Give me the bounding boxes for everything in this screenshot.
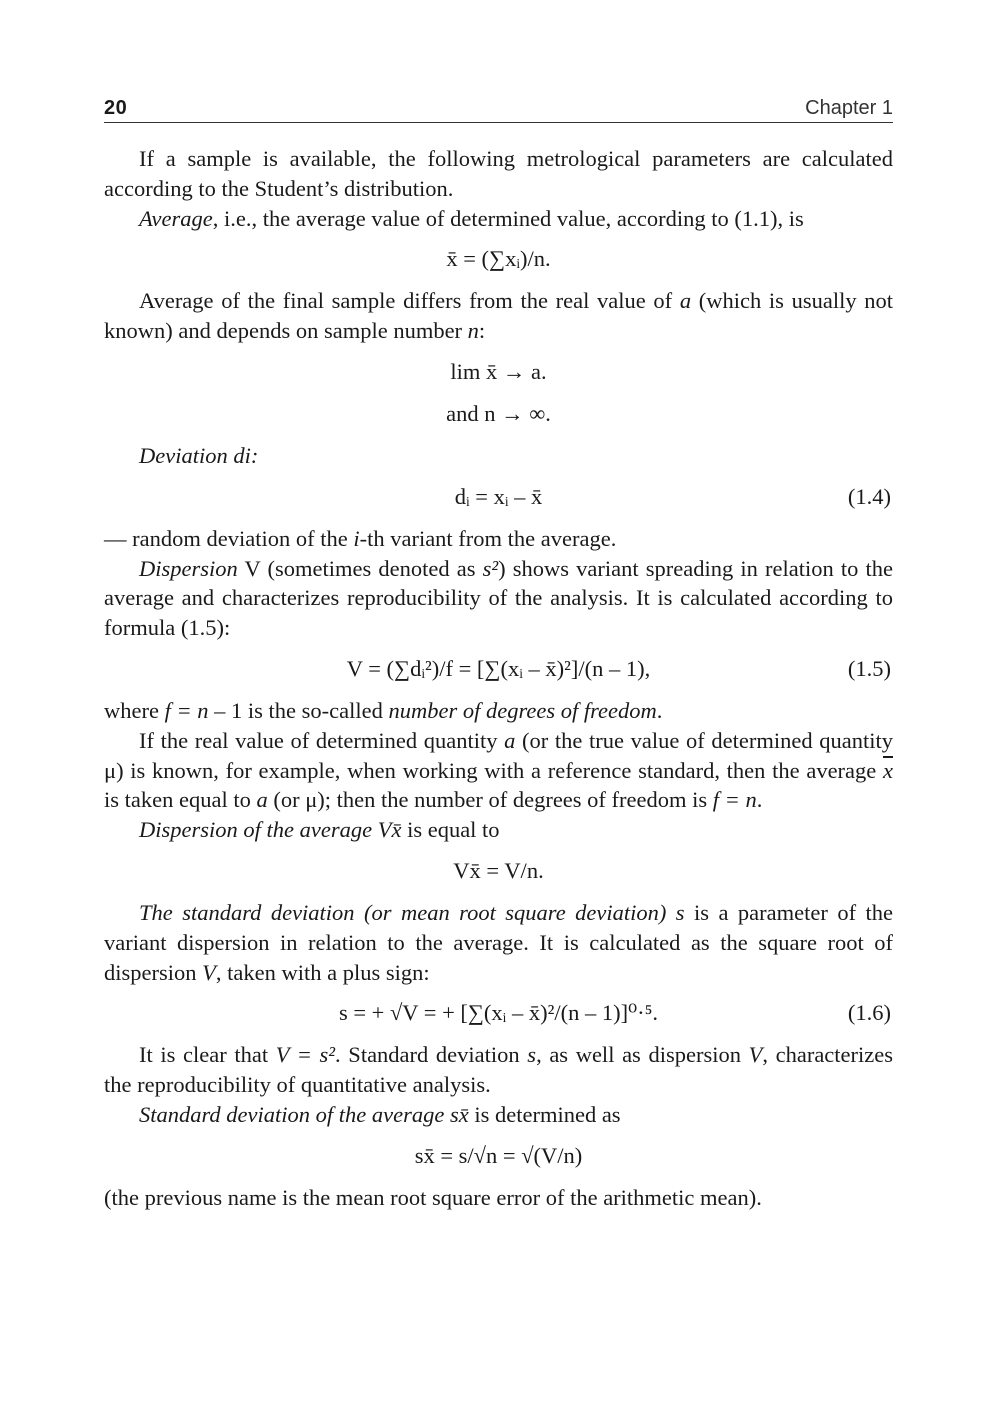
equation-1-6-formula: s = + √V = + [∑(xᵢ – x̄)²/(n – 1)]⁰·⁵. xyxy=(338,1000,659,1026)
equation-number: (1.6) xyxy=(847,1000,891,1026)
page-header xyxy=(104,94,893,123)
equation-1-5-formula: V = (∑dᵢ²)/f = [∑(xᵢ – x̄)²]/(n – 1), xyxy=(346,655,651,681)
paragraph-reproducibility: It is clear that V = s². Standard deviation s, as well as dispersion V, characterizes the reproducibility of quantitative analysis. xyxy=(104,1042,894,1098)
paragraph-degrees-freedom: where f = n – 1 is the so-called number of degrees of freedom. xyxy=(104,697,663,723)
equation-v-average: Vx̄ = V/n. xyxy=(453,857,544,883)
paragraph-random-deviation: — random deviation of the i-th variant from the average. xyxy=(104,525,617,551)
paragraph-average: Average, i.e., the average value of determined value, according to (1.1), is xyxy=(139,205,804,231)
page-number: 20 xyxy=(104,97,128,119)
paragraph-deviation: Deviation di: xyxy=(139,442,259,468)
body-text xyxy=(104,144,893,1213)
equation-1-4 xyxy=(104,482,893,512)
chapter-title: Chapter 1 xyxy=(805,97,893,119)
paragraph-intro: If a sample is available, the following metrological parameters are calculated according to the Student’s distribution. xyxy=(104,146,893,201)
equation-average xyxy=(104,244,893,274)
paragraph-sd-average: Standard deviation of the average sx̄ is determined as xyxy=(139,1101,621,1127)
paragraph-previous-name: (the previous name is the mean root square error of the arithmetic mean). xyxy=(104,1184,762,1210)
equation-number: (1.4) xyxy=(847,483,891,509)
equation-n-infinity: and n → ∞. xyxy=(446,400,551,426)
paragraph-sample: Average of the final sample differs from the real value of a (which is usually not known) and depends on sample number n: xyxy=(104,288,893,344)
equation-sx: sx̄ = s/√n = √(V/n) xyxy=(414,1142,583,1168)
paragraph-true-value: If the real value of determined quantity a (or the true value of determined quantity μ) is known, for example, when working with a reference standard, then the average $\overline{x}$ is taken equal to a (or μ); then the number of degrees of freedom is f = n. xyxy=(104,727,893,813)
equation-1-5 xyxy=(104,654,893,684)
equation-1-6 xyxy=(104,998,893,1028)
equation-number: (1.5) xyxy=(847,655,891,681)
paragraph-standard-deviation: The standard deviation (or mean root square deviation) s is a parameter of the variant dispersion in relation to the average. It is calculated as the square root of dispersion V, taken with a plus sign: xyxy=(104,899,893,985)
equation-1-4-formula: dᵢ = xᵢ – x̄ xyxy=(454,483,543,509)
term-average: Average xyxy=(139,205,213,231)
paragraph-dispersion-average: Dispersion of the average Vx̄ is equal to xyxy=(139,817,500,843)
equation-average-formula: x̄ = (∑xᵢ)/n. xyxy=(446,246,551,272)
paragraph-dispersion: Dispersion V (sometimes denoted as s²) shows variant spreading in relation to the average and characterizes reproducibility of the analysis. It is calculated according to formula (1.5): xyxy=(104,555,894,641)
equation-limit: lim x̄ → a. xyxy=(450,358,547,384)
